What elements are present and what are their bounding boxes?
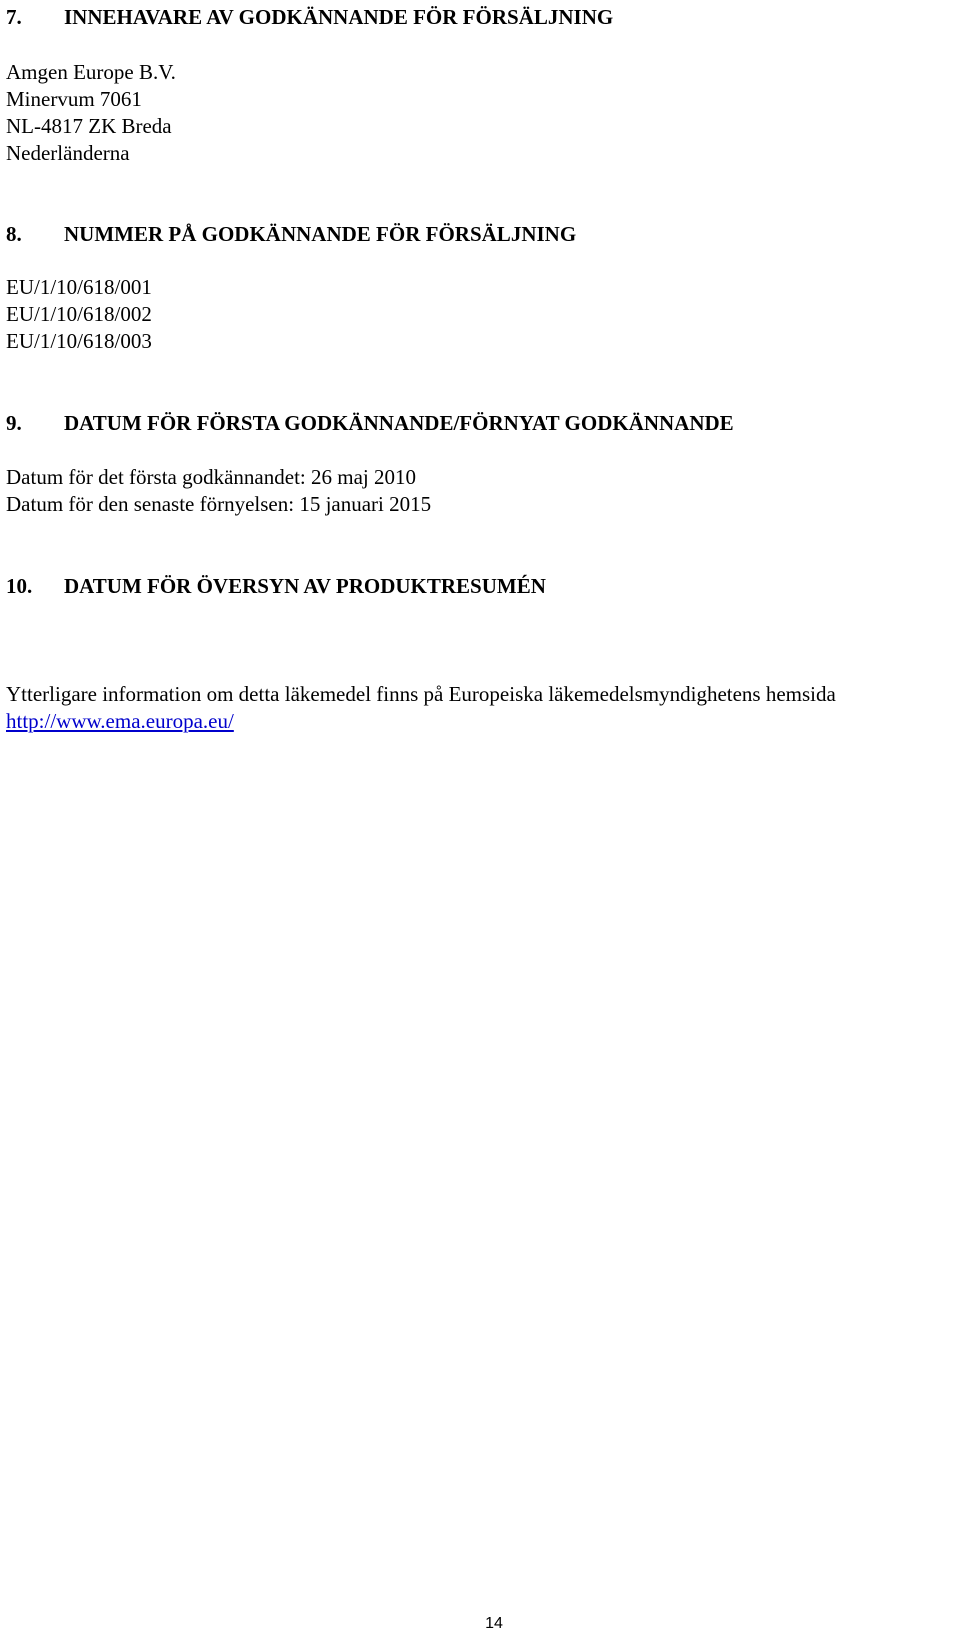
authorisation-number-2: EU/1/10/618/002 xyxy=(6,302,152,326)
section-8-heading xyxy=(6,221,576,247)
authorisation-number-3: EU/1/10/618/003 xyxy=(6,329,152,353)
section-9-number: 9. xyxy=(6,411,22,435)
holder-country: Nederländerna xyxy=(6,141,130,165)
section-8-number: 8. xyxy=(6,222,22,246)
section-10-number: 10. xyxy=(6,574,33,598)
section-7-title: INNEHAVARE AV GODKÄNNANDE FÖR FÖRSÄLJNING xyxy=(64,5,614,29)
authorisation-number-1: EU/1/10/618/001 xyxy=(6,275,152,299)
latest-renewal-date: Datum för den senaste förnyelsen: 15 januari 2015 xyxy=(6,492,432,516)
first-authorisation-date: Datum för det första godkännandet: 26 maj 2010 xyxy=(6,465,416,489)
section-7-number: 7. xyxy=(6,5,22,29)
holder-street: Minervum 7061 xyxy=(6,87,142,111)
page-number: 14 xyxy=(485,1615,503,1632)
section-8-title: NUMMER PÅ GODKÄNNANDE FÖR FÖRSÄLJNING xyxy=(64,222,577,246)
section-10-title: DATUM FÖR ÖVERSYN AV PRODUKTRESUMÉN xyxy=(64,574,546,598)
ema-website-link[interactable]: http://www.ema.europa.eu/ xyxy=(6,709,234,733)
section-9-heading xyxy=(6,410,734,436)
section-7-heading xyxy=(6,4,613,30)
further-information-text: Ytterligare information om detta läkemedel finns på Europeiska läkemedelsmyndighetens hemsida xyxy=(6,682,836,706)
holder-company: Amgen Europe B.V. xyxy=(6,60,176,84)
section-10-heading xyxy=(6,573,546,599)
holder-postcode-city: NL-4817 ZK Breda xyxy=(6,114,172,138)
section-9-title: DATUM FÖR FÖRSTA GODKÄNNANDE/FÖRNYAT GODKÄNNANDE xyxy=(64,411,734,435)
